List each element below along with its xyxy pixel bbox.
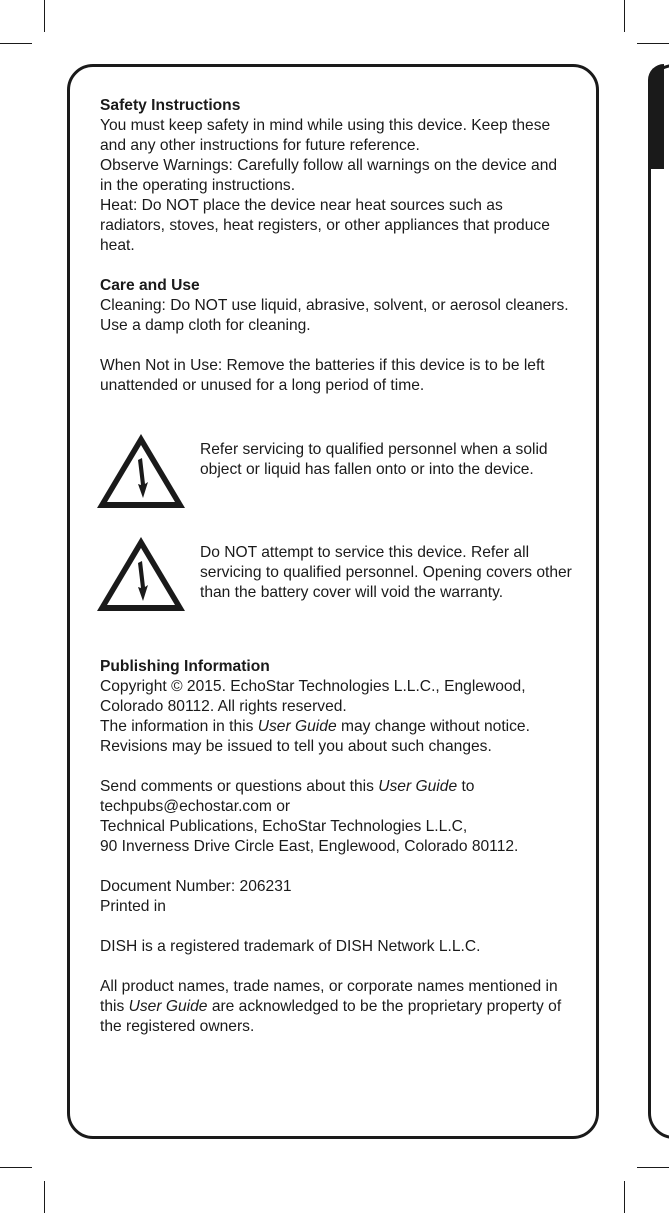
warning-text: Refer servicing to qualified personnel when a solid object or liquid has fallen onto or into the device. xyxy=(200,441,548,478)
document-body xyxy=(100,96,570,1037)
crop-mark xyxy=(0,1167,32,1168)
care-cleaning-paragraph: Cleaning: Do NOT use liquid, abrasive, solvent, or aerosol cleaners. Use a damp cloth for cleaning. xyxy=(100,297,569,334)
care-heading: Care and Use xyxy=(100,277,200,294)
crop-mark xyxy=(0,43,32,44)
adjacent-page-edge xyxy=(648,64,669,1139)
trademark-line: DISH is a registered trademark of DISH Network L.L.C. xyxy=(100,938,481,955)
electrical-hazard-icon xyxy=(95,432,187,510)
info-paragraph: The information in this User Guide may change without notice. Revisions may be issued to tell you about such changes. xyxy=(100,718,530,755)
crop-mark xyxy=(637,43,669,44)
dept-line: Technical Publications, EchoStar Technologies L.L.C, xyxy=(100,818,468,835)
safety-heading: Safety Instructions xyxy=(100,97,241,114)
safety-paragraph: You must keep safety in mind while using this device. Keep these and any other instructions for future reference. xyxy=(100,117,551,154)
crop-mark xyxy=(624,1181,625,1213)
publishing-heading: Publishing Information xyxy=(100,658,270,675)
safety-heat-paragraph: Heat: Do NOT place the device near heat sources such as radiators, stoves, heat registers, or other appliances that produce heat. xyxy=(100,197,550,254)
crop-mark xyxy=(44,1181,45,1213)
send-comments-paragraph: Send comments or questions about this User Guide to xyxy=(100,778,475,795)
warning-block xyxy=(100,543,570,623)
safety-warnings-paragraph: Observe Warnings: Carefully follow all warnings on the device and in the operating instructions. xyxy=(100,157,558,194)
crop-mark xyxy=(44,0,45,32)
adjacent-page-tab xyxy=(648,64,664,169)
document-number: Document Number: 206231 xyxy=(100,878,292,895)
product-names-paragraph: All product names, trade names, or corporate names mentioned in this User Guide are acknowledged to be the proprietary property of the registered owners. xyxy=(100,978,562,1035)
email-line: techpubs@echostar.com or xyxy=(100,798,291,815)
copyright-paragraph: Copyright © 2015. EchoStar Technologies L.L.C., Englewood, Colorado 80112. All rights reserved. xyxy=(100,678,526,715)
crop-mark xyxy=(624,0,625,32)
electrical-hazard-icon xyxy=(95,535,187,613)
address-line: 90 Inverness Drive Circle East, Englewood, Colorado 80112. xyxy=(100,838,519,855)
warning-block xyxy=(100,440,570,520)
crop-mark xyxy=(637,1167,669,1168)
warning-text: Do NOT attempt to service this device. Refer all servicing to qualified personnel. Opening covers other than the battery cover will void the warranty. xyxy=(200,544,572,601)
printed-in: Printed in xyxy=(100,898,166,915)
care-not-in-use-paragraph: When Not in Use: Remove the batteries if this device is to be left unattended or unused for a long period of time. xyxy=(100,357,545,394)
